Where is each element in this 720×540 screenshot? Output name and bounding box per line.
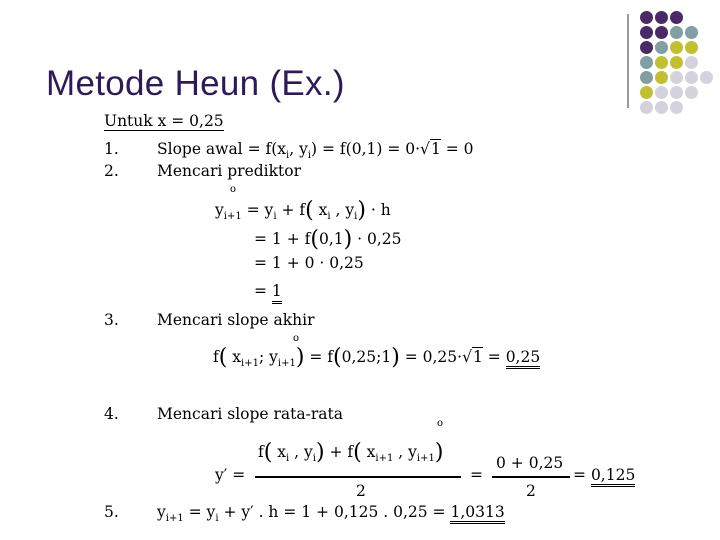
decorative-dot [640,56,653,69]
step-2-number: 2. [104,162,119,180]
decorative-dot [670,11,683,24]
decorative-dot [655,101,668,114]
decorative-dot [640,71,653,84]
predictor-line-3: = 1 + 0 · 0,25 [254,254,364,272]
slope-rata-circle-marker: o [437,418,444,429]
step-4-text: Mencari slope rata-rata [157,405,343,423]
slope-rata-lhs: y′ = [215,466,246,484]
slope-rata-denominator-1: 2 [356,482,366,500]
step-5-number: 5. [104,503,119,521]
predictor-line-4: = 1 [254,282,282,300]
decorative-dot [670,41,683,54]
decorative-dot [685,71,698,84]
decorative-dot [640,11,653,24]
decorative-dot [655,41,668,54]
fraction-bar-2 [492,476,570,478]
decorative-dot [670,86,683,99]
decorative-dot [670,56,683,69]
step-4-number: 4. [104,405,119,423]
decorative-dot [640,26,653,39]
step-1-number: 1. [104,140,119,158]
slope-rata-result: = 0,125 [573,466,635,484]
decorative-dot [685,86,698,99]
decorative-dot [685,56,698,69]
slope-rata-equals-1: = [470,466,483,484]
predictor-circle-marker: o [230,184,237,195]
step-1-text: Slope awal = $f(x_i$, $y_i) = f(0,1) = 0\cdot√1 = 0$ [157,140,474,161]
decorative-dot [670,26,683,39]
decorative-dot [700,71,713,84]
predictor-line-2: = 1 + f(0,1) · 0,25 [254,227,402,252]
decorative-dot [685,26,698,39]
final-equation: $y_{i+1} = y_i + y'$ . h = 1 + 0,125 . 0,25 = 1,0313 [157,503,505,524]
step-2-text: Mencari prediktor [157,162,301,180]
predictor-line-1: $y_{i+1} = y_i + f$( $x_i$ , $y_i) \cdot h$ [215,198,391,223]
decorative-dot [655,26,668,39]
slide-title: Metode Heun (Ex.) [46,64,345,103]
decorative-dot [655,11,668,24]
decorative-divider [627,14,629,108]
slope-rata-denominator-2: 2 [526,482,536,500]
decorative-dot [685,41,698,54]
decorative-dot [640,41,653,54]
decorative-dot [670,71,683,84]
step-3-number: 3. [104,311,119,329]
intro-text: Untuk x = 0,25 [104,112,224,130]
slope-akhir-circle-marker: o [293,333,300,344]
decorative-dot [670,101,683,114]
slope-akhir-equation: f( $x_{i+1}$; $y_{i+1}$) = f(0,25;1) = 0,25·√1 = 0,25 [213,345,541,370]
slope-rata-numerator: f( $x_i$ , $y_i) + f$( $x_{i+1}$ , $y_{i+1}$) [258,440,444,465]
decorative-dot [655,71,668,84]
decorative-dot [640,86,653,99]
decorative-dot [655,56,668,69]
decorative-dot [655,86,668,99]
step-3-text: Mencari slope akhir [157,311,315,329]
slope-rata-numerator-2: 0 + 0,25 [496,454,564,472]
decorative-dot [640,101,653,114]
fraction-bar-1 [255,476,461,478]
